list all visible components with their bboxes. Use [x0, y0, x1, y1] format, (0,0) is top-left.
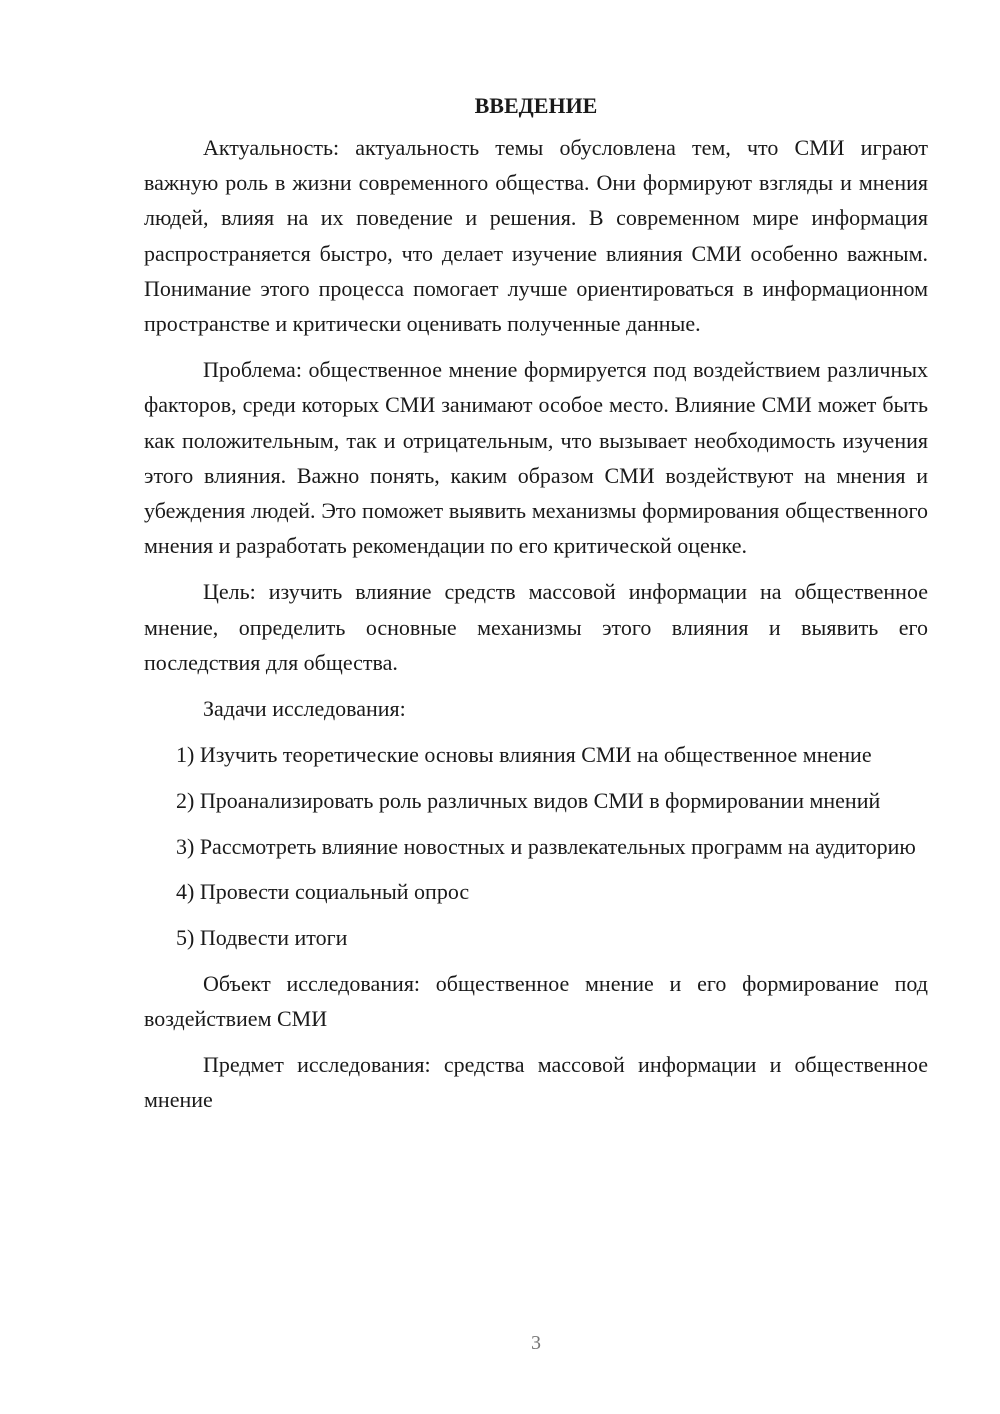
document-page	[144, 88, 928, 1129]
page-number: 3	[531, 1332, 541, 1354]
task-item-3: 3) Рассмотреть влияние новостных и развлекательных программ на аудиторию	[176, 833, 916, 859]
task-item-4: 4) Провести социальный опрос	[176, 879, 470, 905]
subject-paragraph: Предмет исследования: средства массовой информации и общественное мнение	[144, 1052, 928, 1113]
task-item-2: 2) Проанализировать роль различных видов СМИ в формировании мнений	[176, 787, 881, 813]
task-item-5: 5) Подвести итоги	[176, 925, 348, 951]
task-item-1: 1) Изучить теоретические основы влияния СМИ на общественное мнение	[176, 742, 872, 768]
object-paragraph: Объект исследования: общественное мнение и его формирование под воздействием СМИ	[144, 970, 928, 1031]
goal-paragraph: Цель: изучить влияние средств массовой информации на общественное мнение, определить основные механизмы этого влияния и выявить его последствия для общества.	[144, 579, 928, 675]
problem-paragraph: Проблема: общественное мнение формируется под воздействием различных факторов, среди которых СМИ занимают особое место. Влияние СМИ может быть как положительным, так и отрицательным, что вызывает необходимость изучения этого влияния. Важно понять, каким образом СМИ воздействуют на мнения и убеждения людей. Это поможет выявить механизмы формирования общественного мнения и разработать рекомендации по его критической оценке.	[144, 357, 928, 559]
tasks-heading: Задачи исследования:	[203, 696, 406, 722]
relevance-paragraph: Актуальность: актуальность темы обусловлена тем, что СМИ играют важную роль в жизни современного общества. Они формируют взгляды и мнения людей, влияя на их поведение и решения. В современном мире информация распространяется быстро, что делает изучение влияния СМИ особенно важным. Понимание этого процесса помогает лучше ориентироваться в информационном пространстве и критически оценивать полученные данные.	[144, 135, 928, 337]
page-title: ВВЕДЕНИЕ	[474, 93, 598, 118]
